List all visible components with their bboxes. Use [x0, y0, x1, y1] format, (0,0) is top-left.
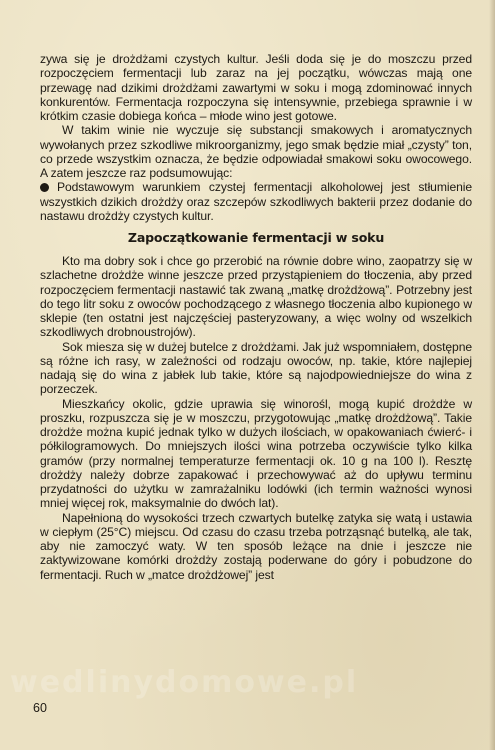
paragraph-3: Kto ma dobry sok i chce go przerobić na równie dobre wino, zaopatrzy się w szlachetne drożdże winne jeszcze przed przystąpieniem do tłoczenia, aby przed rozpoczęciem fermentacji nastawić tak zwaną „matkę drożdżową”. Potrzebny jest do tego litr soku z owoców pochodzącego z własnego tłoczenia albo kupionego w sklepie (ten ostatni jest najczęściej pasteryzowany, a więc wolny od wszelkich szkodliwych drobnoustrojów).	[40, 254, 472, 340]
paragraph-5: Mieszkańcy okolic, gdzie uprawia się winorośl, mogą kupić drożdże w proszku, rozpuszcza się je w moszczu, przygotowując „matkę drożdżową”. Takie drożdże można kupić jednak tylko w dużych ilościach, w opakowaniach ćwierć- i półkilogramowych. Do mniejszych ilości wina potrzeba oczywiście tylko kilka gramów (przy normalnej temperaturze fermentacji ok. 10 g na 100 l). Resztę drożdży należy dobrze zapakować i przechowywać aż do upływu terminu przydatności do użytku w zamrażalniku lodówki (ich termin ważności wynosi mniej więcej rok, maksymalnie do dwóch lat).	[40, 396, 472, 511]
document-body	[40, 52, 472, 582]
page-edge-shadow	[489, 0, 495, 750]
page-number: 60	[33, 701, 47, 715]
paragraph-6: Napełnioną do wysokości trzech czwartych butelkę zatyka się watą i ustawia w ciepłym (25°C) miejscu. Od czasu do czasu trzeba potrząsnąć butelką, ale tak, aby nie zamoczyć waty. W ten sposób leżące na dnie i jeszcze nie zaktywizowane komórki drożdży zostają poderwane do góry i pobudzone do fermentacji. Ruch w „matce drożdżowej” jest	[40, 510, 472, 582]
section-heading: Zapoczątkowanie fermentacji w soku	[127, 230, 385, 245]
bullet-dot-icon	[40, 183, 49, 192]
bullet-text: Podstawowym warunkiem czystej fermentacji alkoholowej jest stłumienie wszystkich dzikich drożdży oraz szczepów szkodliwych bakterii przez dodanie do nastawu drożdży czystych kultur.	[40, 180, 472, 223]
site-watermark: wedlinydomowe.pl	[10, 665, 359, 700]
bullet-paragraph	[40, 180, 472, 223]
paragraph-4: Sok miesza się w dużej butelce z drożdżami. Jak już wspomniałem, dostępne są różne ich rasy, w zależności od rodzaju owoców, np. takie, które najlepiej nadają się do wina z jabłek lub takie, które są najodpowiedniejsze do wina z porzeczek.	[40, 339, 472, 397]
paragraph-1: zywa się je drożdżami czystych kultur. Jeśli doda się je do moszczu przed rozpoczęciem fermentacji lub zaraz na jej początku, wówczas mają one przewagę nad dzikimi drożdżami zawartymi w soku i mogą zdominować innych konkurentów. Fermentacja rozpoczyna się intensywnie, przebiega sprawnie i w krótkim czasie dobiega końca – młode wino jest gotowe.	[40, 52, 472, 123]
paragraph-2: W takim winie nie wyczuje się substancji smakowych i aromatycznych wywołanych przez szkodliwe mikroorganizmy, jego smak będzie miał „czysty” ton, co przede wszystkim oznacza, że będzie odpowiadał smakowi soku owocowego. A zatem jeszcze raz podsumowując:	[40, 123, 472, 180]
